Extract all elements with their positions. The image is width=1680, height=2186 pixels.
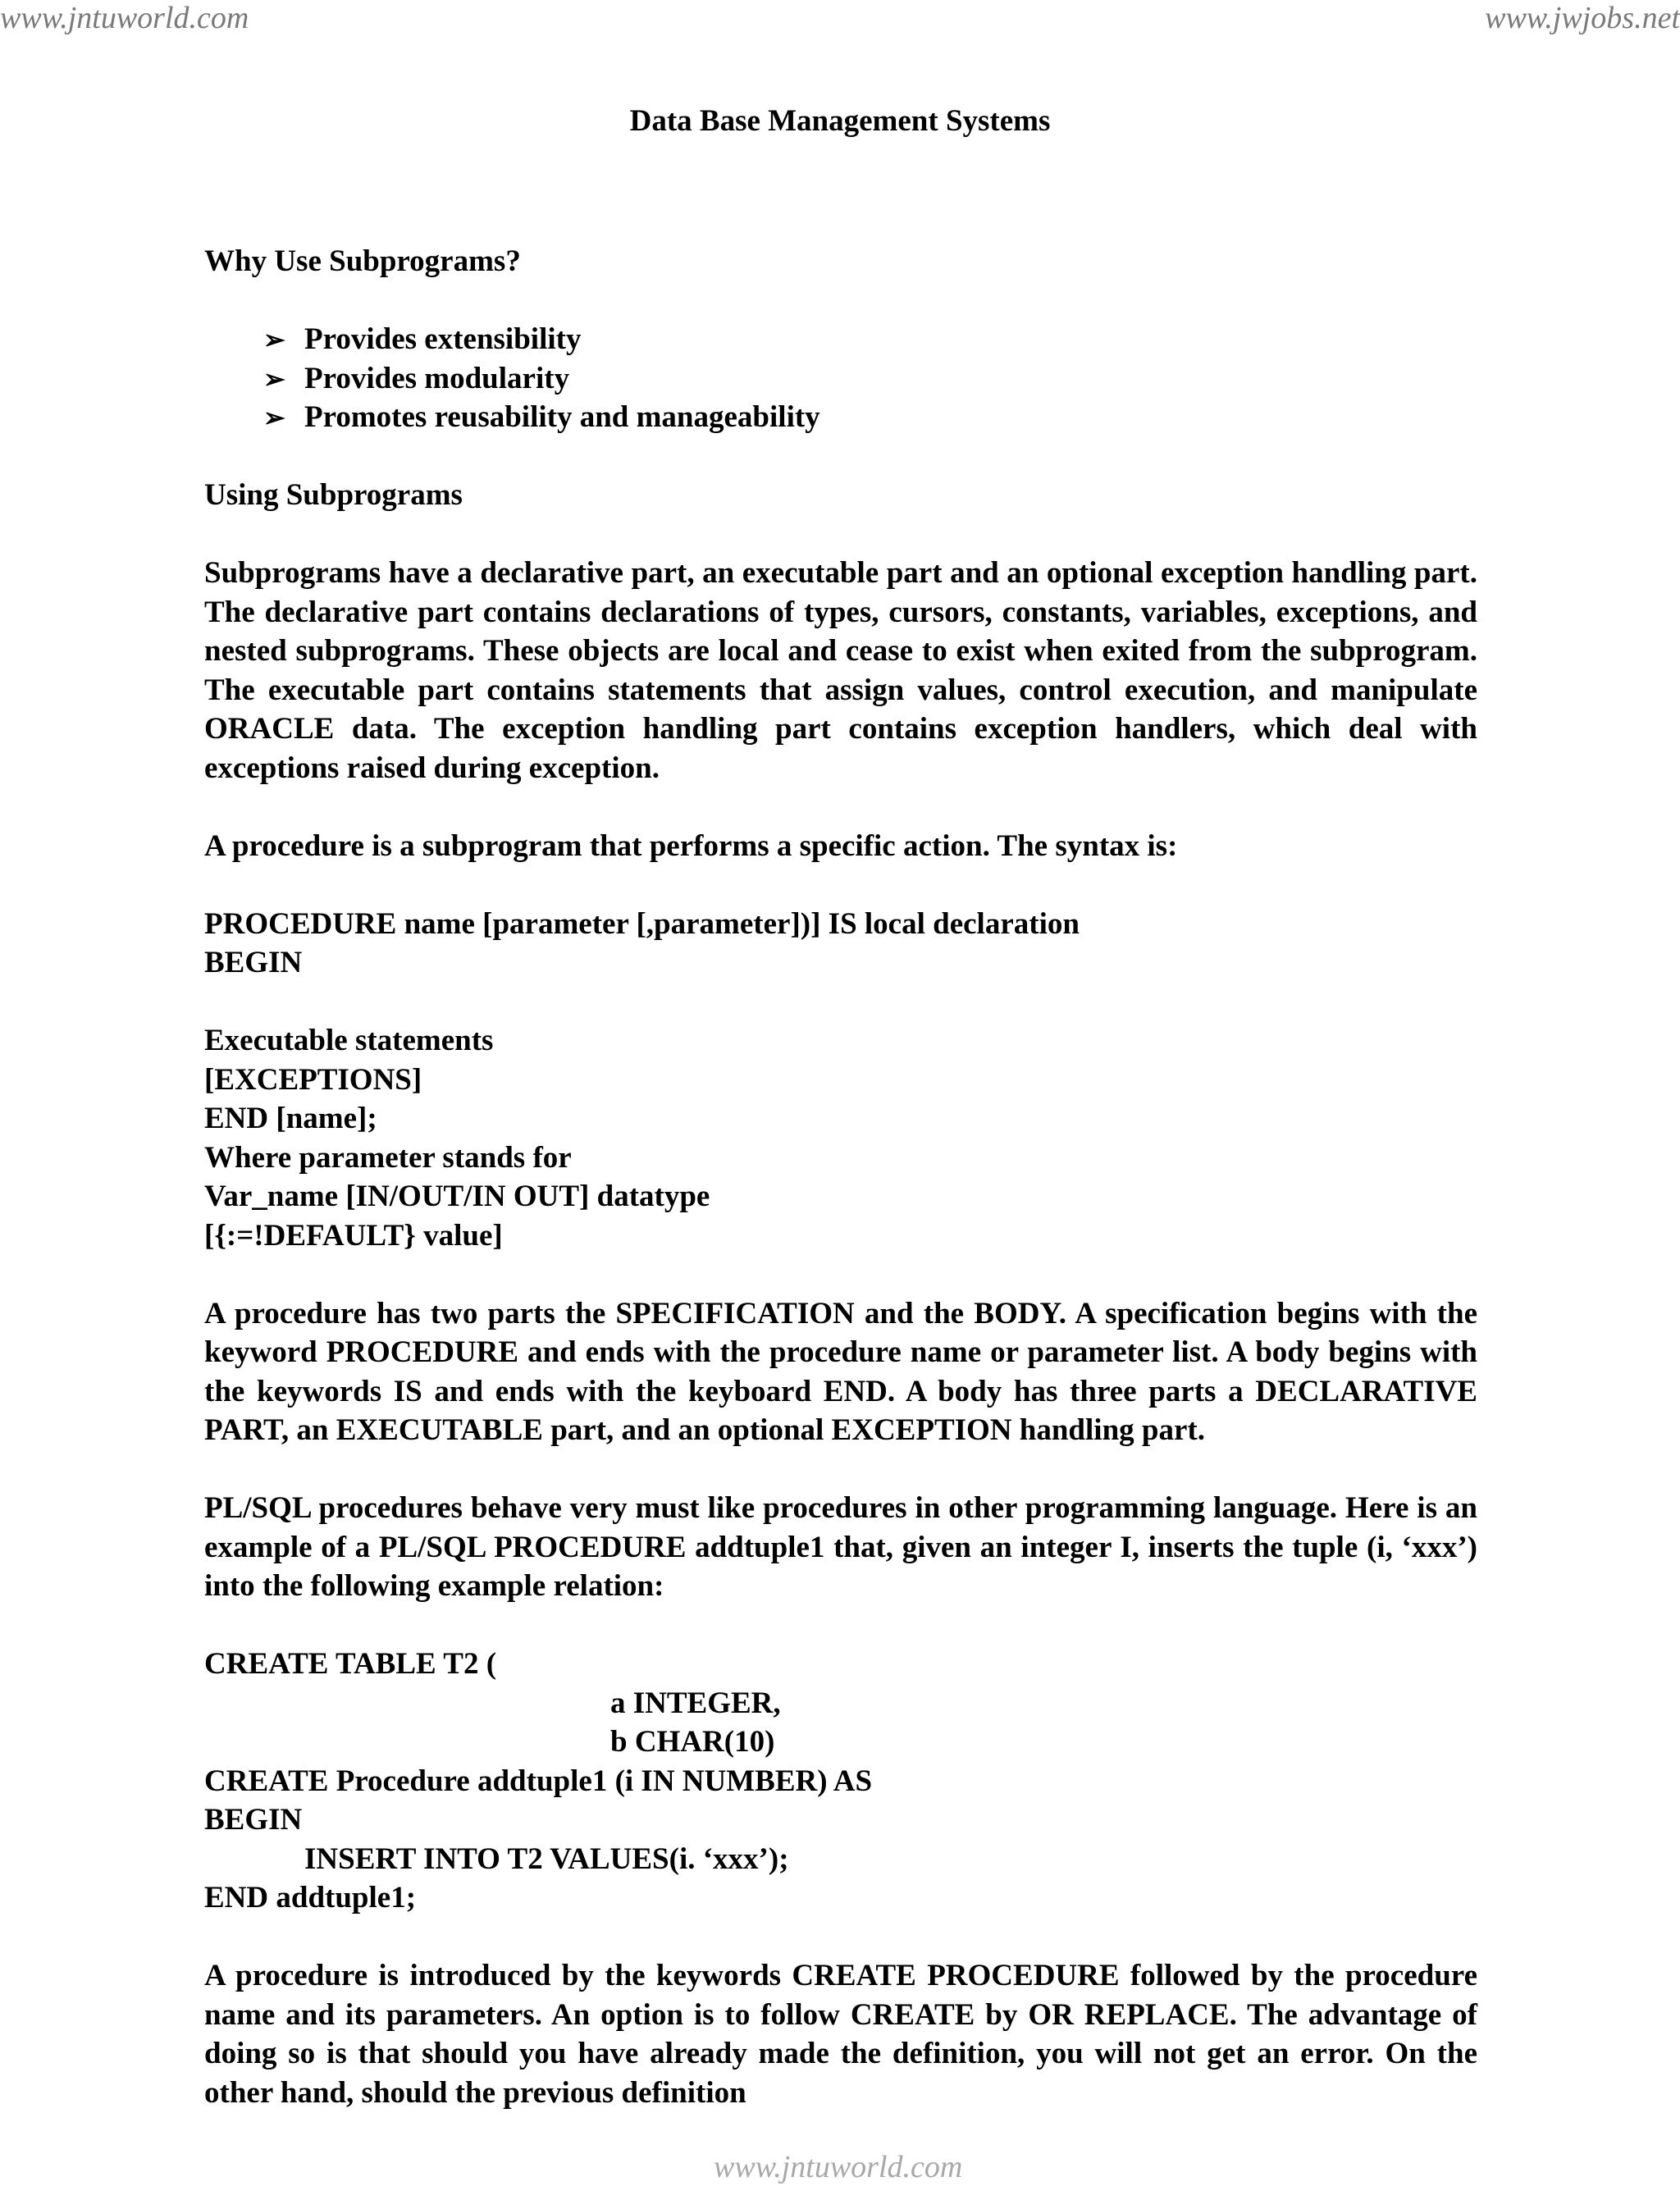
code-line: CREATE Procedure addtuple1 (i IN NUMBER) AS xyxy=(204,1764,873,1798)
syntax-line: Var_name [IN/OUT/IN OUT] datatype xyxy=(204,1180,710,1213)
paragraph-create-procedure: A procedure is introduced by the keywords CREATE PROCEDURE followed by the procedure name and its parameters. An option is to follow CREATE by OR REPLACE. The advantage of doing so is that should you have already made the definition, you will not get an error. On the other hand, should the previous definition xyxy=(204,1959,1477,2110)
code-line: BEGIN xyxy=(204,1803,303,1837)
syntax-line: PROCEDURE name [parameter [,parameter])] IS local declaration xyxy=(204,906,1080,941)
document-body xyxy=(204,242,1477,2112)
page-title: Data Base Management Systems xyxy=(629,104,1051,138)
code-line: CREATE TABLE T2 ( xyxy=(204,1647,497,1681)
syntax-line: BEGIN xyxy=(204,946,303,979)
code-line: END addtuple1; xyxy=(204,1881,417,1914)
list-item: ➢ Provides modularity xyxy=(263,359,1477,399)
paragraph-procedure-intro: A procedure is a subprogram that performs a specific action. The syntax is: xyxy=(204,828,1178,863)
bullet-list xyxy=(204,320,1477,437)
syntax-line: [{:=!DEFAULT} value] xyxy=(204,1218,503,1253)
syntax-line: Executable statements xyxy=(204,1024,494,1057)
footer-watermark: www.jntuworld.com xyxy=(714,2150,963,2184)
syntax-line: [EXCEPTIONS] xyxy=(204,1062,422,1097)
list-item: ➢ Provides extensibility xyxy=(263,320,1477,359)
arrow-bullet-icon: ➢ xyxy=(263,325,285,354)
paragraph-subprograms: Subprograms have a declarative part, an executable part and an optional exception handling part. The declarative part contains declarations of types, cursors, constants, variables, exceptions, and nested subprograms. These objects are local and cease to exist when exited from the subprogram. The executable part contains statements that assign values, control execution, and manipulate ORACLE data. The exception handling part contains exception handlers, which deal with exceptions raised during exception. xyxy=(204,556,1477,785)
code-line: INSERT INTO T2 VALUES(i. ‘xxx’); xyxy=(304,1841,789,1876)
paragraph-procedure-parts: A procedure has two parts the SPECIFICATION and the BODY. A specification begins with the keyword PROCEDURE and ends with the procedure name or parameter list. A body begins with the keywords IS and ends with the keyboard END. A body has three parts a DECLARATIVE PART, an EXECUTABLE part, and an optional EXCEPTION handling part. xyxy=(204,1296,1477,1447)
code-line: a INTEGER, xyxy=(610,1686,781,1720)
arrow-bullet-icon: ➢ xyxy=(263,403,285,432)
code-line: b CHAR(10) xyxy=(610,1725,775,1759)
syntax-line: END [name]; xyxy=(204,1102,377,1135)
section-heading-why: Why Use Subprograms? xyxy=(204,244,521,278)
list-item: ➢ Promotes reusability and manageability xyxy=(263,398,1477,437)
paragraph-plsql-example: PL/SQL procedures behave very must like procedures in other programming language. Here is an example of a PL/SQL PROCEDURE addtuple1 that, given an integer I, inserts the tuple (i, ‘xxx’) into the following example relation: xyxy=(204,1491,1477,1603)
arrow-bullet-icon: ➢ xyxy=(263,363,285,394)
header-left-site: www.jntuworld.com xyxy=(0,1,249,35)
header-right-site: www.jwjobs.net xyxy=(1485,1,1680,35)
section-heading-using: Using Subprograms xyxy=(204,478,463,512)
syntax-line: Where parameter stands for xyxy=(204,1140,572,1175)
